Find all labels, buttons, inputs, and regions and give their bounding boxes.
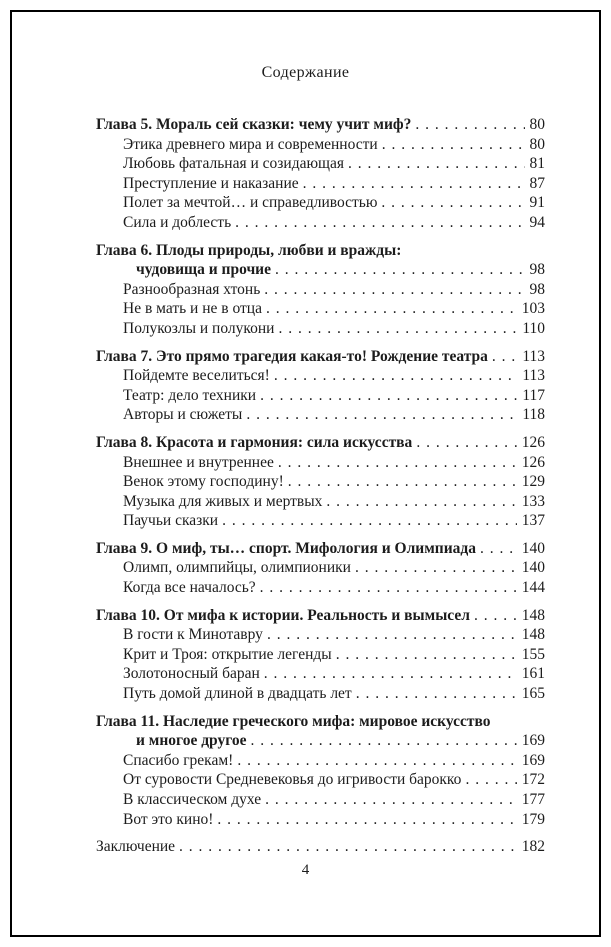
leader-dots <box>382 135 525 155</box>
toc-entry-text: В гости к Минотавру <box>123 626 263 644</box>
book-page <box>10 10 601 937</box>
toc-entry-text: Паучьи сказки <box>123 512 219 530</box>
leader-dots <box>336 645 517 665</box>
leader-dots <box>222 511 517 531</box>
toc-row <box>96 664 545 684</box>
toc-entry-page: 129 <box>521 473 545 491</box>
toc-entry-text: Глава 9. О миф, ты… спорт. Мифология и Олимпиада <box>96 539 476 557</box>
toc-entry-page: 133 <box>521 492 545 510</box>
leader-dots <box>326 492 516 512</box>
toc-entry-text: Любовь фатальная и созидающая <box>123 155 344 173</box>
toc-row <box>96 731 545 751</box>
leader-dots <box>355 558 517 578</box>
toc-row <box>96 790 545 810</box>
toc-entry-page: 172 <box>521 771 545 789</box>
leader-dots <box>381 193 524 213</box>
toc-entry-text: Глава 5. Мораль сей сказки: чему учит миф? <box>96 116 412 133</box>
toc-row <box>96 578 545 598</box>
toc-entry-page: 113 <box>522 347 545 365</box>
toc-entry-text: В классическом духе <box>123 791 262 808</box>
page-number: 4 <box>301 862 310 878</box>
toc-entry-page: 110 <box>522 319 545 337</box>
leader-dots <box>492 347 517 367</box>
toc-entry-text: Полет за мечтой… и справедливостью <box>123 194 378 212</box>
toc-entry-text: Преступление и наказание <box>123 174 299 192</box>
toc-entry-page: 140 <box>521 559 545 577</box>
leader-dots <box>260 386 517 406</box>
toc-row <box>96 453 545 473</box>
toc-entry-text: Олимп, олимпийцы, олимпионики <box>123 559 351 577</box>
toc-entry-text: Полукозлы и полукони <box>123 319 275 337</box>
toc-entry-page: 81 <box>529 155 545 173</box>
toc-row <box>96 241 545 261</box>
toc-entry-text: Глава 10. От мифа к истории. Реальность и вымысел <box>96 606 470 624</box>
leader-dots <box>474 606 517 626</box>
toc-entry-page: 94 <box>529 213 545 231</box>
leader-dots <box>303 174 525 194</box>
toc-row <box>96 366 545 386</box>
toc-list <box>96 115 545 857</box>
toc-row <box>96 492 545 512</box>
toc-row <box>96 472 545 492</box>
toc-entry-page: 169 <box>521 732 545 750</box>
toc-entry-text: Спасибо грекам! <box>123 751 234 769</box>
toc-row <box>96 135 545 155</box>
toc-entry-page: 87 <box>529 174 545 192</box>
leader-dots <box>265 790 517 810</box>
toc-entry-text: Глава 6. Плоды природы, любви и вражды: <box>96 241 402 259</box>
toc-entry-text: Вот это кино! <box>123 810 214 828</box>
toc-row <box>96 625 545 645</box>
toc-entry-page: 126 <box>521 433 545 451</box>
toc-row <box>96 386 545 406</box>
toc-row <box>96 433 545 453</box>
toc-entry-text: Этика древнего мира и современности <box>123 135 378 153</box>
toc-entry-page: 80 <box>529 135 545 153</box>
toc-row <box>96 539 545 559</box>
leader-dots <box>237 751 516 771</box>
toc-row <box>96 810 545 830</box>
toc-entry-page: 182 <box>521 838 545 856</box>
toc-row <box>96 751 545 771</box>
leader-dots <box>274 366 517 386</box>
leader-dots <box>278 319 517 339</box>
toc-row <box>96 213 545 233</box>
toc-entry-text: Заключение <box>96 838 176 856</box>
page-title: Содержание <box>261 64 350 81</box>
leader-dots <box>356 684 517 704</box>
toc-entry-text: Пойдемте веселиться! <box>123 367 270 385</box>
toc-row <box>96 260 545 280</box>
toc-entry-page: 140 <box>521 539 545 557</box>
toc-entry-page: 179 <box>521 810 545 828</box>
toc-row <box>96 154 545 174</box>
leader-dots <box>415 115 524 135</box>
toc-entry-text: Золотоносный баран <box>123 665 260 683</box>
leader-dots <box>267 625 517 645</box>
toc-entry-page: 80 <box>529 116 545 133</box>
toc-entry-page: 169 <box>521 751 545 769</box>
toc-row <box>96 319 545 339</box>
leader-dots <box>235 213 524 233</box>
toc-entry-page: 98 <box>529 261 545 279</box>
toc-row <box>96 645 545 665</box>
leader-dots <box>348 154 525 174</box>
toc-entry-page: 98 <box>529 280 545 298</box>
toc-row <box>96 347 545 367</box>
toc-entry-text: Глава 8. Красота и гармония: сила искусства <box>96 433 413 451</box>
toc-entry-page: 177 <box>521 791 545 808</box>
leader-dots <box>179 837 517 857</box>
leader-dots <box>480 539 517 559</box>
toc-row <box>96 405 545 425</box>
toc-row <box>96 558 545 578</box>
toc-row <box>96 837 545 857</box>
toc-entry-page: 165 <box>521 685 545 703</box>
toc-entry-text: Крит и Троя: открытие легенды <box>123 645 332 663</box>
leader-dots <box>217 810 516 830</box>
leader-dots <box>465 770 516 790</box>
toc-entry-text: Разнообразная хтонь <box>123 280 261 298</box>
toc-entry-text: чудовища и прочие <box>136 261 271 279</box>
toc-entry-page: 91 <box>529 194 545 212</box>
leader-dots <box>246 405 517 425</box>
toc-entry-page: 148 <box>521 606 545 624</box>
toc-entry-text: Венок этому господину! <box>123 473 284 491</box>
toc-entry-page: 148 <box>521 626 545 644</box>
leader-dots <box>251 731 517 751</box>
toc-entry-page: 126 <box>521 453 545 471</box>
toc-row <box>96 115 545 135</box>
toc-entry-page: 103 <box>521 300 545 318</box>
toc-entry-page: 161 <box>521 665 545 683</box>
toc-entry-text: Путь домой длиной в двадцать лет <box>123 685 352 703</box>
toc-entry-text: Сила и доблесть <box>123 213 232 231</box>
toc-row <box>96 511 545 531</box>
toc-entry-page: 118 <box>522 406 545 424</box>
toc-entry-text: Музыка для живых и мертвых <box>123 492 323 510</box>
leader-dots <box>264 280 524 300</box>
toc-row <box>96 299 545 319</box>
toc-entry-page: 117 <box>522 386 545 404</box>
toc-row <box>96 193 545 213</box>
toc-entry-page: 144 <box>521 579 545 597</box>
toc-row <box>96 770 545 790</box>
toc-entry-page: 155 <box>521 645 545 663</box>
leader-dots <box>275 260 525 280</box>
toc-row <box>96 280 545 300</box>
toc-entry-text: Авторы и сюжеты <box>123 406 243 424</box>
toc-entry-text: Не в мать и не в отца <box>123 300 262 318</box>
leader-dots <box>288 472 517 492</box>
leader-dots <box>260 578 517 598</box>
toc-entry-text: Внешнее и внутреннее <box>123 453 274 471</box>
leader-dots <box>264 664 517 684</box>
toc-entry-text: Глава 7. Это прямо трагедия какая-то! Рождение театра <box>96 347 488 365</box>
toc-entry-text: Глава 11. Наследие греческого мифа: мировое искусство <box>96 712 491 730</box>
toc-entry-text: Театр: дело техники <box>123 386 257 404</box>
toc-row <box>96 684 545 704</box>
leader-dots <box>266 299 517 319</box>
toc-entry-page: 137 <box>521 512 545 530</box>
toc-entry-text: и многое другое <box>136 732 247 750</box>
toc-row <box>96 712 545 732</box>
leader-dots <box>416 433 516 453</box>
toc-row <box>96 606 545 626</box>
toc-row <box>96 174 545 194</box>
toc-entry-text: От суровости Средневековья до игривости барокко <box>123 771 462 789</box>
toc-entry-text: Когда все началось? <box>123 579 256 597</box>
toc-entry-page: 113 <box>522 367 545 385</box>
leader-dots <box>278 453 517 473</box>
